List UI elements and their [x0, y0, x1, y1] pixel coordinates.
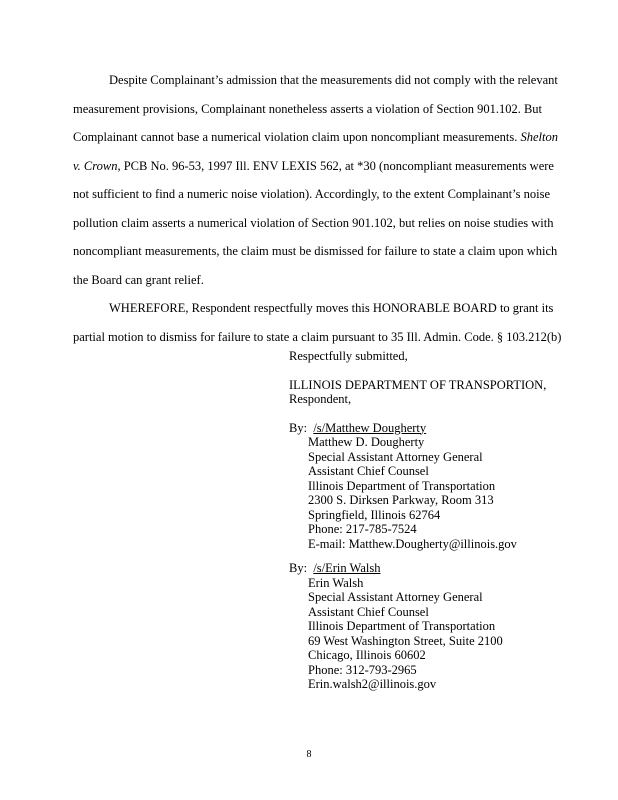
by-label: By:	[289, 420, 308, 435]
signer-title: Special Assistant Attorney General	[308, 449, 483, 464]
by-label: By:	[289, 561, 308, 575]
signer-title: Assistant Chief Counsel	[308, 464, 429, 478]
signer-name: Erin Walsh	[308, 575, 364, 590]
paragraph-argument-text: Despite Complainant’s admission that the measurements did not comply with the relevant measurement provisions, Complainant nonetheless asserts a violation of Section 901.102. But Complainant cannot base a numerical violation claim upon noncompliant measurements.	[73, 73, 558, 144]
signer-title: Assistant Chief Counsel	[308, 604, 429, 619]
paragraph-argument	[73, 66, 565, 294]
signer-block	[289, 561, 589, 692]
signer-org: Illinois Department of Transportation	[308, 478, 496, 493]
signer-phone: Phone: 217-785-7524	[308, 522, 417, 536]
signer-address: 2300 S. Dirksen Parkway, Room 313	[308, 493, 494, 507]
signer-block	[289, 421, 589, 552]
party-name: ILLINOIS DEPARTMENT OF TRANSPORTION,	[289, 377, 547, 392]
signer-name: Matthew D. Dougherty	[308, 435, 425, 449]
signer-phone: Phone: 312-793-2965	[308, 662, 417, 677]
paragraph-argument-continued: , PCB No. 96-53, 1997 Ill. ENV LEXIS 562, at *30 (noncompliant measurements were not sufficient to find a numeric noise violation). Accordingly, to the extent Complainant’s noise pollution claim asserts a numerical violation of Section 901.102, but relies on noise studies with noncompliant measurements, the claim must be dismissed for failure to state a claim upon which the Board can grant relief.	[73, 158, 558, 287]
signer-address: 69 West Washington Street, Suite 2100	[308, 633, 503, 648]
paragraph-wherefore: WHEREFORE, Respondent respectfully moves this HONORABLE BOARD to grant its partial motion to dismiss for failure to state a claim pursuant to 35 Ill. Admin. Code. § 103.212(b)	[73, 301, 562, 344]
by-line	[289, 561, 589, 576]
electronic-signature: /s/Erin Walsh	[313, 561, 381, 575]
closing: Respectfully submitted,	[289, 349, 408, 363]
signer-email: E-mail: Matthew.Dougherty@illinois.gov	[308, 536, 517, 551]
signer-details	[308, 576, 589, 692]
party-role: Respondent,	[289, 392, 352, 406]
body-text	[73, 66, 565, 351]
signer-org: Illinois Department of Transportation	[308, 619, 496, 633]
by-line	[289, 421, 589, 436]
signer-email: Erin.walsh2@illinois.gov	[308, 677, 437, 691]
signer-city: Springfield, Illinois 62764	[308, 507, 441, 522]
signer-details	[308, 435, 589, 551]
electronic-signature: /s/Matthew Dougherty	[313, 420, 427, 435]
signature-block	[289, 349, 589, 692]
case-citation: Shelton v. Crown	[73, 130, 558, 173]
page-number: 8	[306, 749, 312, 760]
signer-title: Special Assistant Attorney General	[308, 590, 483, 604]
signer-city: Chicago, Illinois 60602	[308, 648, 426, 662]
